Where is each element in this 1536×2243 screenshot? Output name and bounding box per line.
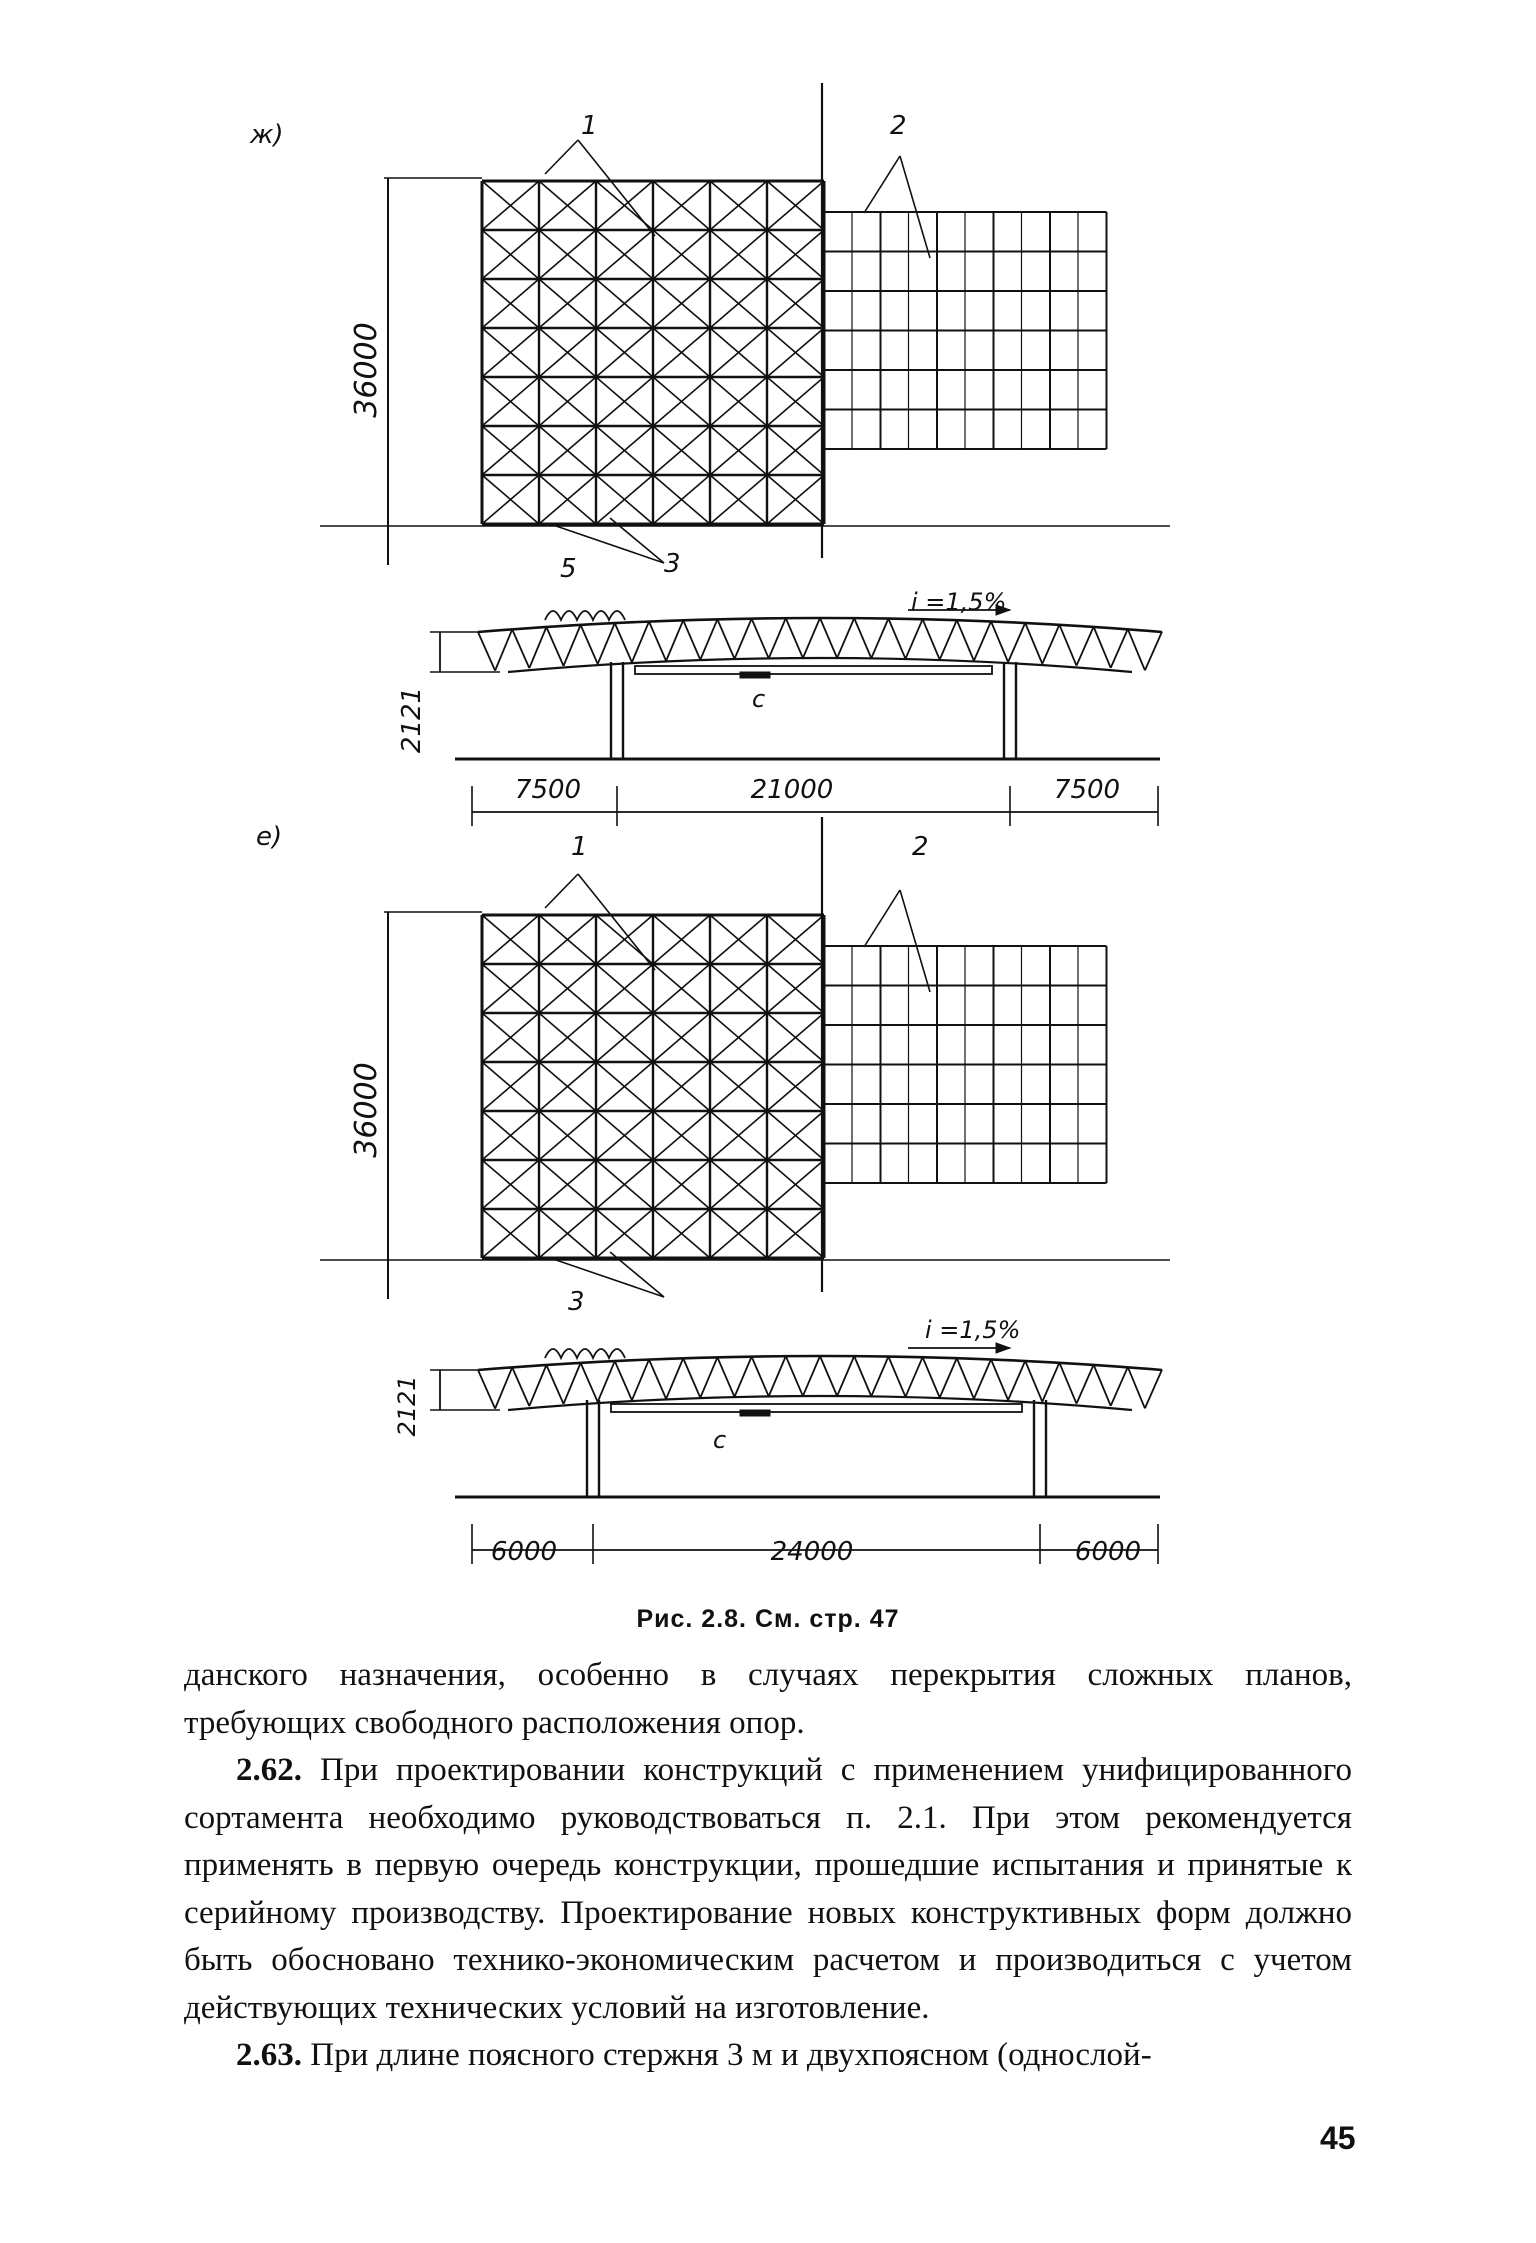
web-member	[529, 1365, 546, 1406]
plan-dimension: 36000	[349, 1062, 384, 1158]
web-member	[752, 1357, 769, 1397]
web-member	[974, 1359, 991, 1398]
span-middle: 21000	[750, 775, 834, 805]
plan-grid-zh	[320, 83, 1170, 565]
web-member	[564, 1363, 581, 1404]
web-member	[820, 1356, 837, 1396]
web-member	[1111, 629, 1128, 668]
web-member	[1042, 625, 1059, 664]
panel-zh	[249, 83, 1170, 826]
web-member	[923, 619, 940, 659]
web-member	[820, 618, 837, 658]
web-member	[1008, 623, 1025, 662]
web-member	[871, 619, 888, 659]
web-member	[478, 632, 495, 671]
web-member	[854, 1356, 871, 1396]
span-middle: 24000	[770, 1537, 854, 1567]
callout-1: 1	[581, 111, 598, 141]
skylight	[545, 1349, 625, 1358]
span-left: 6000	[490, 1537, 558, 1567]
web-member	[495, 1367, 512, 1408]
plan-grid-e	[320, 817, 1170, 1299]
web-member	[632, 1360, 649, 1401]
crane-mark: с	[713, 1426, 727, 1454]
leader	[864, 156, 900, 213]
web-member	[666, 1358, 683, 1399]
leader	[545, 874, 578, 908]
web-member	[1077, 1365, 1094, 1404]
callout-3: 3	[664, 549, 681, 579]
web-member	[700, 1357, 717, 1397]
web-member	[546, 627, 563, 666]
slope-label: i =1,5%	[925, 1316, 1021, 1344]
web-member	[837, 618, 854, 658]
web-member	[803, 1356, 820, 1396]
web-member	[615, 623, 632, 662]
leader	[578, 140, 655, 236]
callout-2: 2	[912, 832, 929, 862]
web-member	[717, 1357, 734, 1397]
web-member	[837, 1356, 854, 1396]
web-member	[854, 618, 871, 658]
crane-trolley	[740, 1410, 770, 1416]
height-dimension: 2121	[397, 686, 427, 754]
web-member	[1111, 1367, 1128, 1406]
leader	[545, 140, 578, 174]
skylight	[545, 611, 625, 620]
web-member	[546, 1365, 563, 1404]
callout-5: 5	[560, 554, 577, 584]
web-member	[1094, 627, 1111, 668]
web-member	[991, 621, 1008, 662]
web-member	[735, 619, 752, 659]
web-member	[615, 1361, 632, 1400]
web-member	[1128, 629, 1145, 670]
clause-number: 2.62.	[236, 1752, 302, 1788]
web-member	[888, 1357, 905, 1397]
callout-2: 2	[890, 111, 907, 141]
web-member	[735, 1357, 752, 1397]
web-member	[495, 629, 512, 670]
clause-text: При проектировании конструкций с применением унифицированного сортамента необходимо руководствоваться п. 2.1. При этом рекомендуется применять в первую очередь конструкции, прошедшие испытания и принятые к серийному производству. Проектирование новых конструктивных форм должно быть обосновано технико-экономическим расчетом и производиться с учетом действующих технических условий на изготовление.	[184, 1752, 1353, 2026]
slope-arrow-head	[996, 1343, 1010, 1353]
body-text	[184, 1652, 1352, 2080]
web-member	[1059, 1363, 1076, 1404]
web-member	[871, 1357, 888, 1397]
leader	[900, 890, 930, 992]
web-member	[803, 618, 820, 658]
web-member	[769, 1356, 786, 1396]
web-member	[581, 1363, 598, 1402]
clause-text: При длине поясного стержня 3 м и двухпоясном (однослой-	[310, 2037, 1152, 2073]
web-member	[888, 619, 905, 659]
web-member	[1094, 1365, 1111, 1406]
web-member	[700, 619, 717, 659]
span-left: 7500	[514, 775, 582, 805]
web-member	[598, 1361, 615, 1402]
web-member	[1025, 623, 1042, 664]
web-member	[906, 619, 923, 659]
web-member	[1025, 1361, 1042, 1402]
web-member	[512, 1367, 529, 1406]
web-member	[666, 620, 683, 661]
web-member	[957, 620, 974, 661]
web-member	[598, 623, 615, 664]
clause-number: 2.63.	[236, 2037, 302, 2073]
web-member	[649, 1360, 666, 1399]
bottom-chord	[508, 1396, 1132, 1410]
web-member	[1059, 625, 1076, 666]
web-member	[786, 1356, 803, 1396]
crane-beam	[635, 666, 992, 674]
web-member	[957, 1358, 974, 1399]
web-member	[632, 622, 649, 663]
span-right: 7500	[1053, 775, 1121, 805]
web-member	[923, 1357, 940, 1397]
web-member	[940, 620, 957, 659]
web-member	[786, 618, 803, 658]
leader	[864, 890, 900, 947]
paragraph-continuation: данского назначения, особенно в случаях перекрытия сложных планов, требующих свободного расположения опор.	[184, 1657, 1352, 1741]
leader	[578, 874, 655, 970]
web-member	[1128, 1367, 1145, 1408]
panel-e	[256, 817, 1170, 1567]
web-member	[564, 625, 581, 666]
web-member	[683, 1358, 700, 1397]
crane-trolley	[740, 672, 770, 678]
web-member	[529, 627, 546, 668]
web-member	[1008, 1361, 1025, 1400]
web-member	[683, 620, 700, 659]
height-dimension: 2121	[393, 1375, 421, 1437]
section-e	[430, 1343, 1162, 1564]
bottom-chord	[508, 658, 1132, 672]
callout-1: 1	[571, 832, 588, 862]
web-member	[1145, 1370, 1162, 1409]
span-right: 6000	[1074, 1537, 1142, 1567]
web-member	[649, 622, 666, 661]
web-member	[974, 621, 991, 660]
paragraph-2-63	[184, 2032, 1352, 2080]
callout-3: 3	[568, 1287, 585, 1317]
web-member	[1145, 632, 1162, 671]
plan-dimension: 36000	[349, 322, 384, 418]
web-member	[717, 619, 734, 659]
slope-label: i =1,5%	[911, 588, 1007, 616]
page-number: 45	[1320, 2120, 1356, 2156]
web-member	[991, 1359, 1008, 1400]
web-member	[1042, 1363, 1059, 1402]
crane-beam	[611, 1404, 1022, 1412]
web-member	[769, 618, 786, 658]
web-member	[1077, 627, 1094, 666]
crane-mark: с	[752, 685, 766, 713]
web-member	[512, 629, 529, 668]
leader	[900, 156, 930, 258]
web-member	[906, 1357, 923, 1397]
web-member	[940, 1358, 957, 1397]
web-member	[752, 619, 769, 659]
figure-caption: Рис. 2.8. См. стр. 47	[636, 1605, 900, 1633]
web-member	[581, 625, 598, 664]
web-member	[478, 1370, 495, 1409]
panel-letter: ж)	[250, 120, 284, 150]
paragraph-2-62	[184, 1747, 1352, 2032]
panel-letter: е)	[256, 822, 283, 852]
